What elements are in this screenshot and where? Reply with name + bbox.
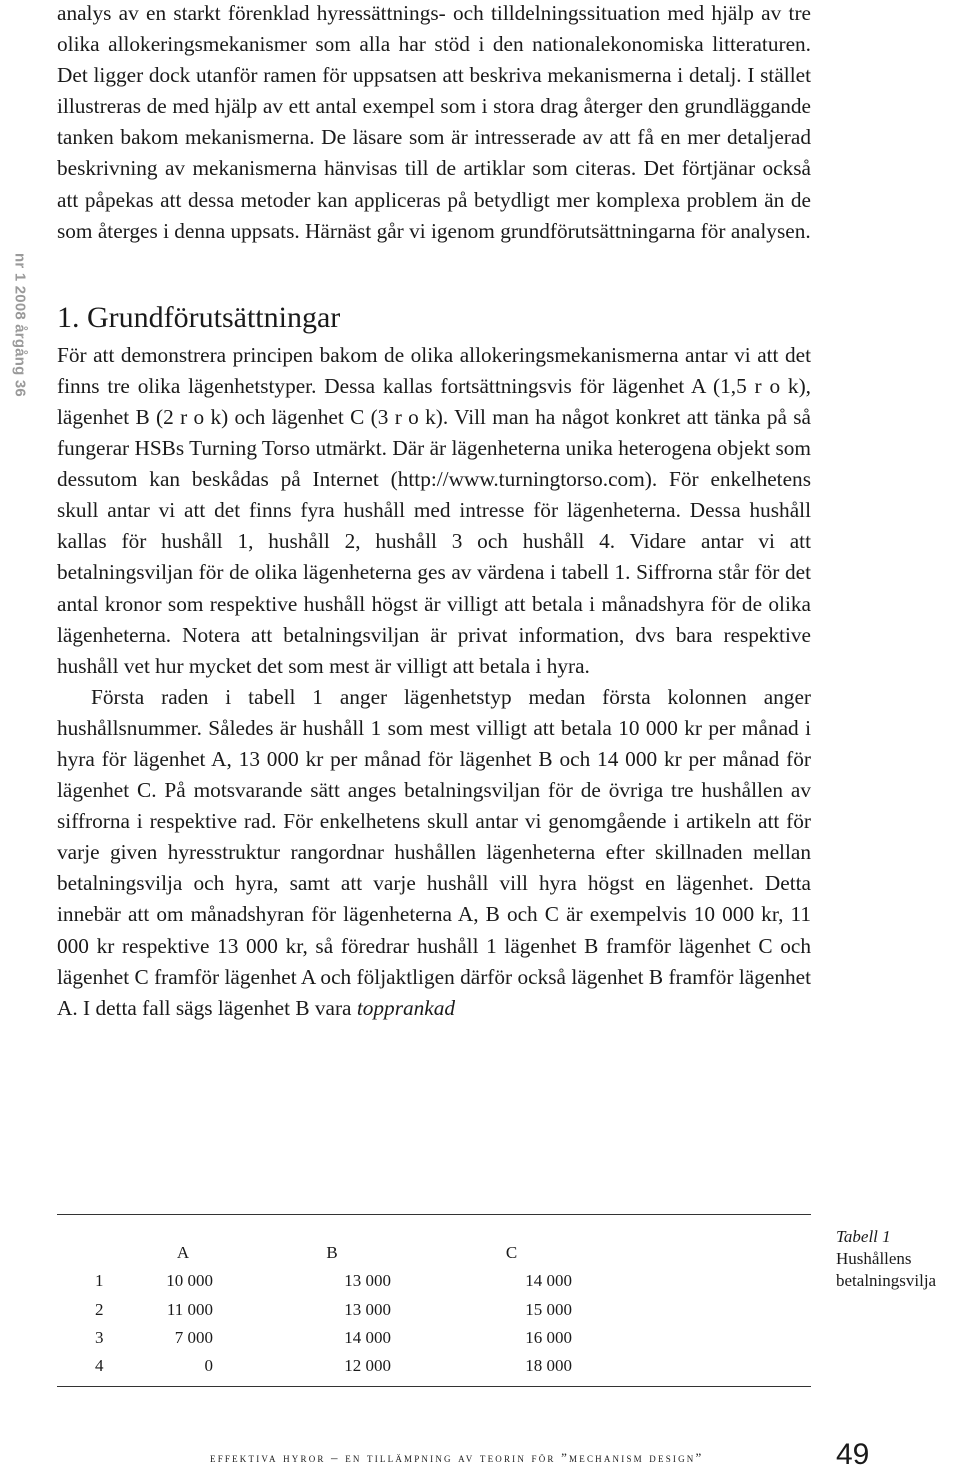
caption-line: betalningsvilja: [836, 1271, 937, 1290]
table-header-cell: A: [176, 1243, 190, 1263]
table-top-rule: [57, 1214, 811, 1215]
household-number: 4: [95, 1356, 104, 1376]
table-row: [57, 1352, 572, 1380]
data-table: [57, 1239, 572, 1380]
table-cell: 13 000: [344, 1299, 391, 1319]
table-cell: 12 000: [344, 1356, 391, 1376]
journal-issue-label: nr 1 2008 årgång 36: [11, 253, 29, 397]
table-row: [57, 1324, 572, 1352]
intro-paragraph: analys av en starkt förenklad hyressättnings- och tilldelningssituation med hjälp av tre olika allokeringsmekanismer som alla har stöd i den nationalekonomiska litteraturen. Det ligger dock utanför ramen för uppsatsen att beskriva mekanismerna i detalj. I stället illustreras de med hjälp av ett antal exempel som i stora drag återger den grundläggande tanken bakom mekanismerna. De läsare som är intresserade av att få en mer detaljerad beskrivning av mekanismerna hänvisas till de artiklar som citeras. Det förtjänar också att påpekas att dessa metoder kan appliceras på betydligt mer komplexa problem än de som återges i denna uppsats. Härnäst går vi igenom grundförutsättningarna för analysen.: [57, 1, 811, 243]
caption-line: Hushållens: [836, 1249, 912, 1268]
table-cell: 14 000: [525, 1271, 572, 1291]
table-bottom-rule: [57, 1386, 811, 1387]
table-cell: 18 000: [525, 1356, 572, 1376]
table-corner-cell: [57, 1239, 131, 1267]
running-footer: effektiva hyror – en tillämpning av teorin för ”mechanism design”: [210, 1450, 704, 1465]
table-cell: 14 000: [344, 1328, 391, 1348]
table-header-cell: C: [505, 1243, 518, 1263]
willingness-to-pay-table: [57, 1214, 811, 1387]
caption-title: Tabell 1: [836, 1227, 891, 1246]
table-cell: 13 000: [344, 1271, 391, 1291]
table-cell: 10 000: [166, 1271, 213, 1291]
household-number: 2: [95, 1299, 104, 1319]
table-cell: 15 000: [525, 1299, 572, 1319]
table-cell: 16 000: [525, 1328, 572, 1348]
table-header-cell: B: [326, 1243, 338, 1263]
household-number: 3: [95, 1328, 104, 1348]
household-number: 1: [95, 1271, 104, 1291]
table-header-row: [57, 1239, 572, 1267]
table-cell: 11 000: [166, 1299, 213, 1319]
paragraph-assumptions: För att demonstrera principen bakom de olika allokeringsmekanismerna antar vi att det finns tre olika lägenhetstyper. Dessa kallas fortsättningsvis för lägenhet A (1,5 r o k), lägenhet B (2 r o k) och lägenhet C (3 r o k). Vill man ha något konkret att tänka på så fungerar HSBs Turning Torso utmärkt. Där är lägenheterna unika heterogena objekt som dessutom kan beskådas på Internet (http://www.turningtorso.com). För enkelhetens skull antar vi att det finns fyra hushåll med intresse för lägenheterna. Dessa hushåll kallas för hushåll 1, hushåll 2, hushåll 3 och hushåll 4. Vidare antar vi att betalningsviljan för de olika lägenheterna ges av värdena i tabell 1. Siffrorna står för det antal kronor som respektive hushåll högst är villigt att betala i månadshyra för de olika lägenheterna. Notera att betalningsviljan är privat information, dvs bara respektive hushåll vet hur mycket det som mest är villigt att betala i hyra.: [57, 342, 811, 678]
article-body: [57, 0, 811, 1024]
page-number: 49: [836, 1438, 870, 1471]
table-cell: 0: [204, 1356, 213, 1376]
table-caption: [836, 1226, 936, 1292]
table-row: [57, 1296, 572, 1324]
section-heading: 1. Grundförutsättningar: [57, 300, 341, 334]
paragraph-table-explanation-text: Första raden i tabell 1 anger lägenhetstyp medan första kolonnen anger hushållsnummer. Således är hushåll 1 som mest villigt att betala 10 000 kr per månad i hyra för lägenhet A, 13 000 kr per månad för lägenhet B och 14 000 kr per månad för lägenhet C. På motsvarande sätt anges betalningsviljan för de övriga tre hushållen av siffrorna i respektive rad. För enkelhetens skull antar vi genomgående i artikeln att för varje given hyresstruktur rangordnar hushållen lägenheterna efter skillnaden mellan betalningsvilja och hyra, samt att varje hushåll vill hyra högst en lägenhet. Detta innebär att om månadshyran för lägenheterna A, B och C är exempelvis 10 000 kr, 11 000 kr respektive 13 000 kr, så föredrar hushåll 1 lägenhet B framför lägenhet C och lägenhet C framför lägenhet A och följaktligen därför också lägenhet B framför lägenhet A. I detta fall sägs lägenhet B vara: [57, 684, 811, 1020]
paragraph-table-explanation: [57, 682, 811, 1024]
table-cell: 7 000: [174, 1328, 213, 1348]
journal-side-label-area: [0, 0, 40, 1475]
table-row: [57, 1267, 572, 1295]
italic-term: topprankad: [356, 995, 456, 1020]
